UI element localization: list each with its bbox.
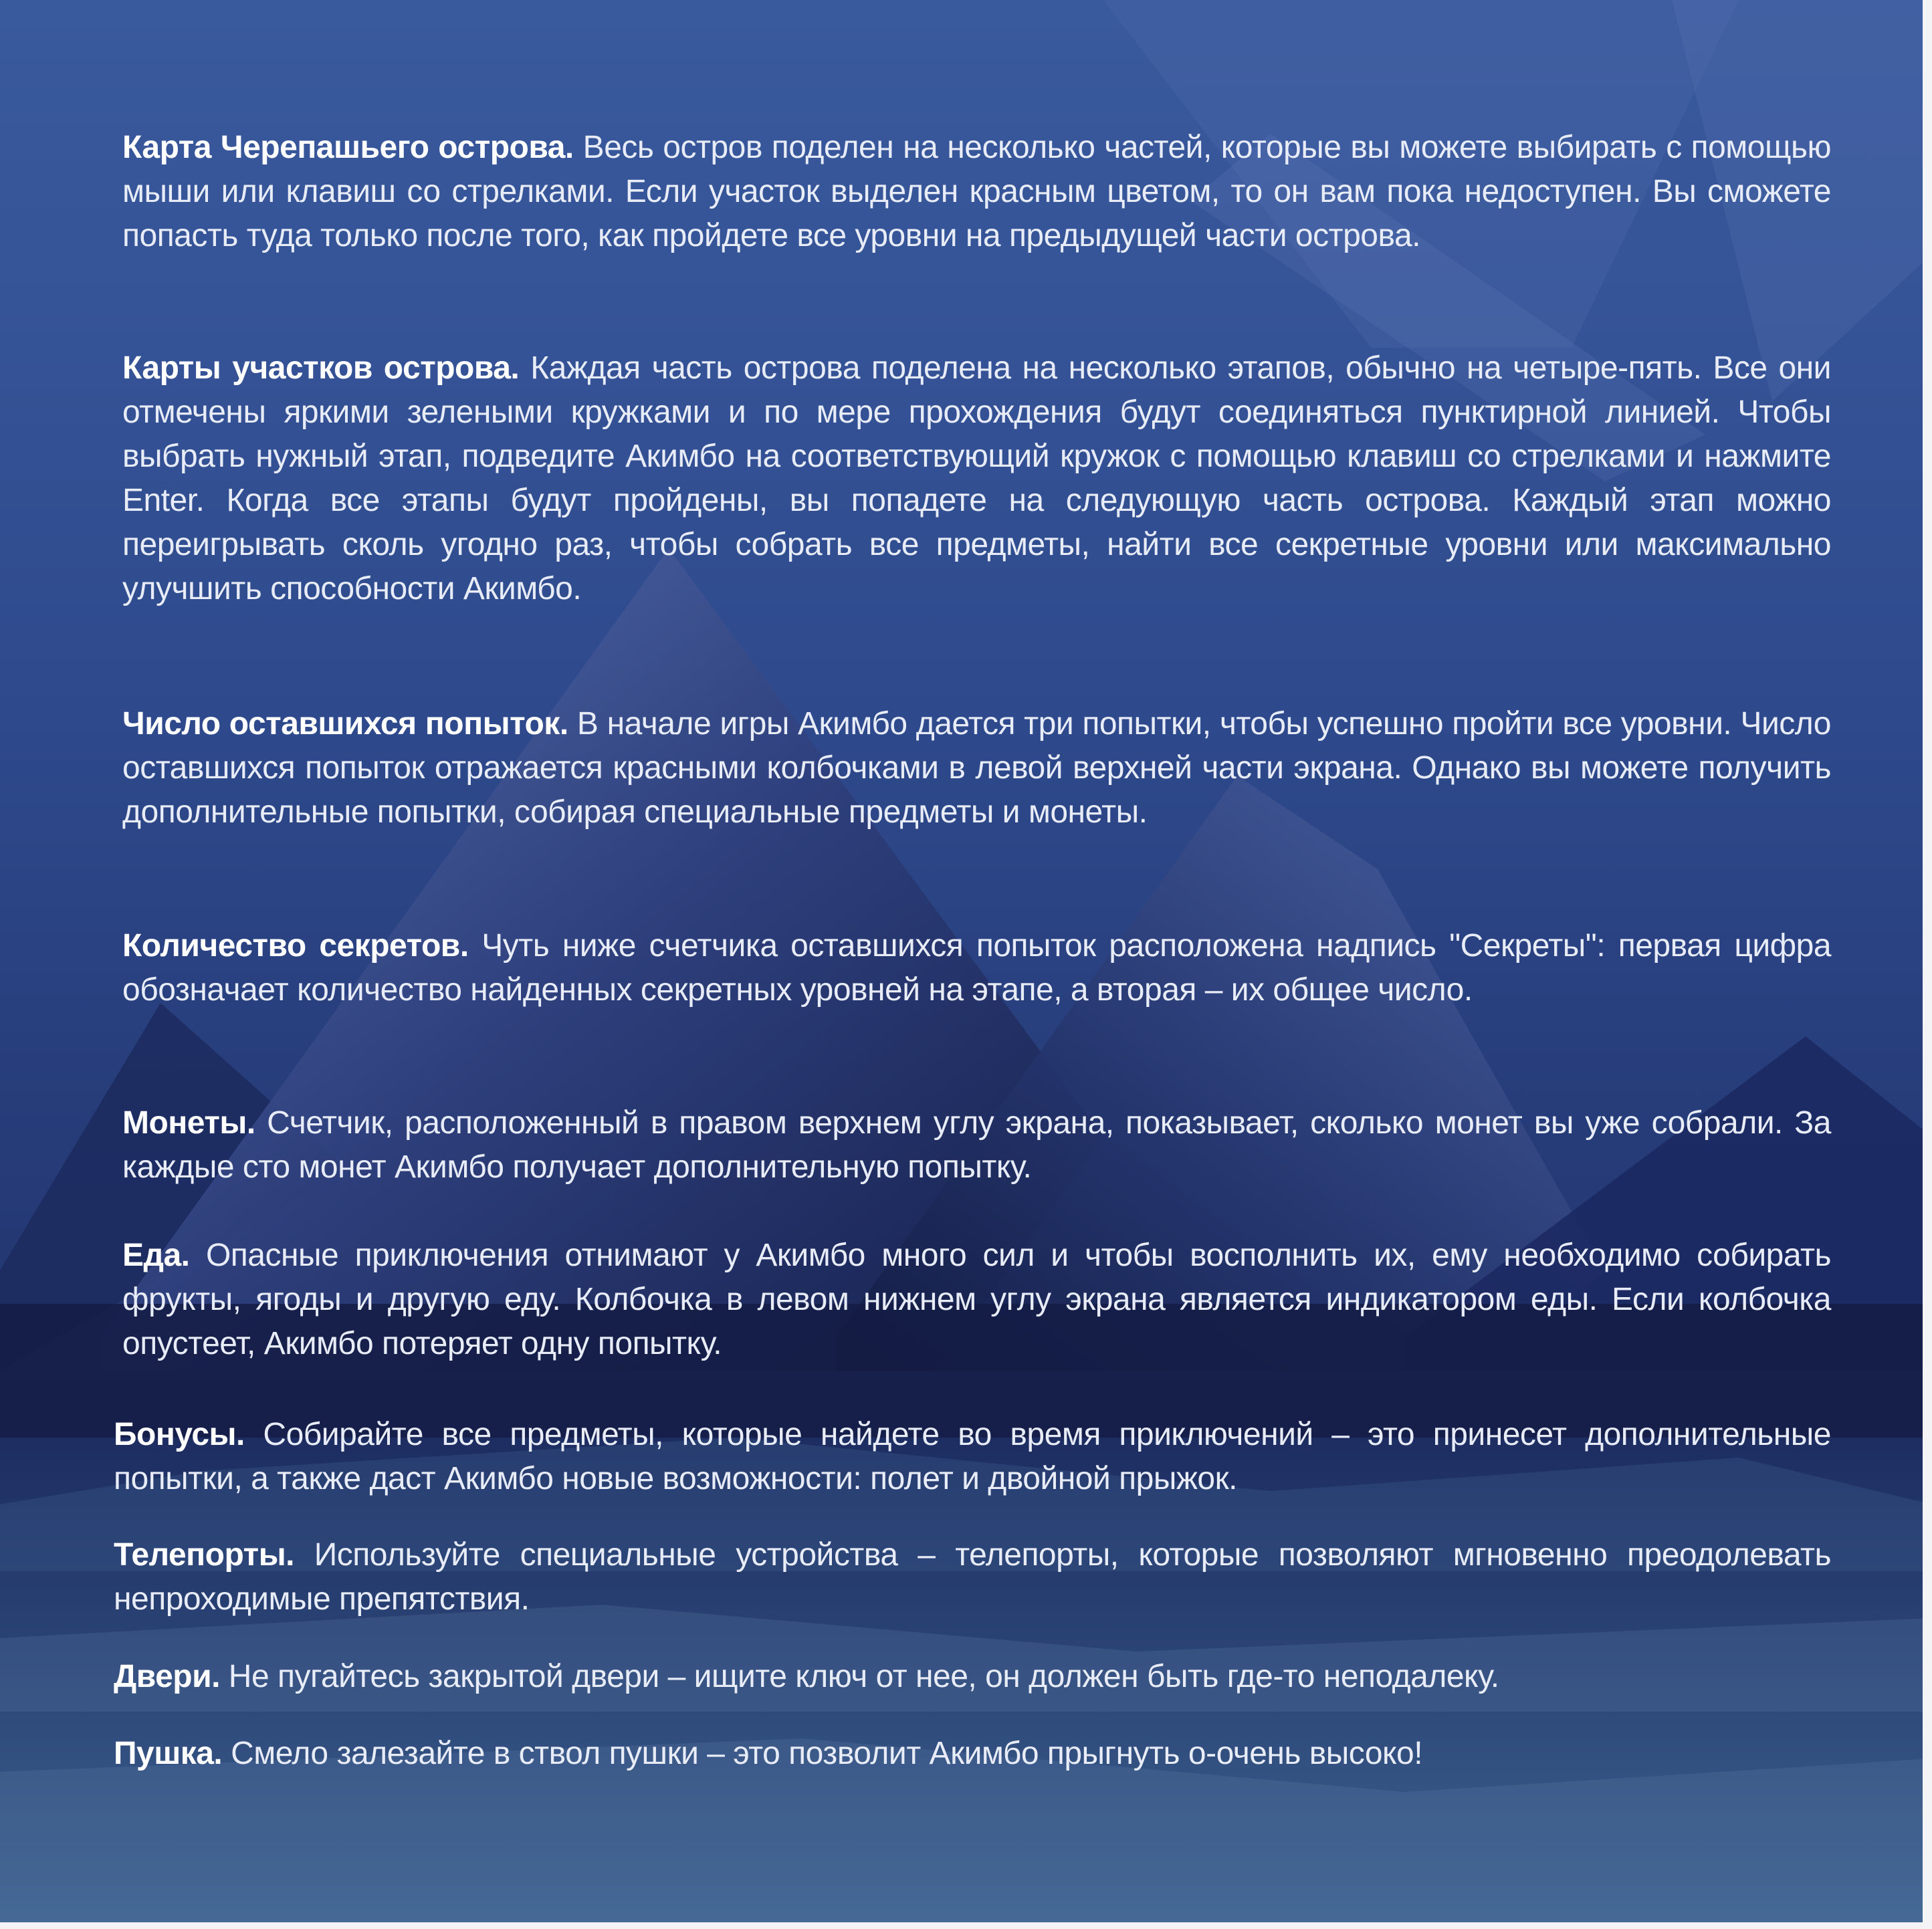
section-heading: Монеты. [122,1105,255,1141]
section-food [122,1234,1831,1366]
section-body: Собирайте все предметы, которые найдете во время приключений – это принесет дополнительные попытки, а также даст Акимбо новые возможности: полет и двойной прыжок. [114,1417,1831,1496]
section-body: Смело залезайте в ствол пушки – это позволит Акимбо прыгнуть о-очень высоко! [231,1736,1423,1771]
section-body: Чуть ниже счетчика оставшихся попыток расположена надпись "Секреты": первая цифра обозначает количество найденных секретных уровней на этапе, а вторая – их общее число. [122,928,1832,1008]
section-body: Не пугайтесь закрытой двери – ищите ключ от нее, он должен быть где-то неподалеку. [228,1659,1499,1694]
section-body: Используйте специальные устройства – телепорты, которые позволяют мгновенно преодолевать непроходимые препятствия. [114,1537,1831,1617]
section-teleports [114,1533,1831,1621]
section-body: Опасные приключения отнимают у Акимбо много сил и чтобы восполнить их, ему необходимо собирать фрукты, ягоды и другую еду. Колбочка в левом нижнем углу экрана является индикатором еды. Если колбочка опустеет, Акимбо потеряет одну попытку. [122,1238,1831,1361]
section-secrets-count [122,924,1831,1012]
section-body: Каждая часть острова поделена на несколько этапов, обычно на четыре-пять. Все они отмечены яркими зелеными кружками и по мере прохождения будут соединяться пунктирной линией. Чтобы выбрать нужный этап, подведите Акимбо на соответствующий кружок с помощью клавиш со стрелками и нажмите Enter. Когда все этапы будут пройдены, вы попадете на следующую часть острова. Каждый этап можно переигрывать сколь угодно раз, чтобы собрать все предметы, найти все секретные уровни или максимально улучшить способности Акимбо. [122,350,1831,606]
section-turtle-island-map [122,126,1831,258]
section-heading: Карта Черепашьего острова. [122,130,574,165]
section-heading: Карты участков острова. [122,350,520,386]
section-heading: Число оставшихся попыток. [122,706,568,742]
section-doors [114,1655,1831,1699]
section-heading: Пушка. [114,1736,223,1771]
section-heading: Двери. [114,1659,220,1694]
section-remaining-attempts [122,702,1831,834]
page-right-edge [1923,0,1932,1929]
section-coins [122,1101,1831,1189]
section-heading: Телепорты. [114,1537,295,1573]
section-body: В начале игры Акимбо дается три попытки, чтобы успешно пройти все уровни. Число оставшихся попыток отражается красными колбочками в левой верхней части экрана. Однако вы можете получить дополнительные попытки, собирая специальные предметы и монеты. [122,706,1832,830]
section-bonuses [114,1413,1831,1501]
page-bottom-edge [0,1922,1932,1929]
section-body: Счетчик, расположенный в правом верхнем углу экрана, показывает, сколько монет вы уже собрали. За каждые сто монет Акимбо получает дополнительную попытку. [122,1105,1831,1185]
section-heading: Количество секретов. [122,928,469,963]
section-island-area-maps [122,346,1831,611]
section-cannon [114,1732,1831,1776]
section-heading: Еда. [122,1238,190,1273]
section-body: Весь остров поделен на несколько частей, которые вы можете выбирать с помощью мыши или клавиш со стрелками. Если участок выделен красным цветом, то он вам пока недоступен. Вы сможете попасть туда только после того, как пройдете все уровни на предыдущей части острова. [122,130,1832,253]
section-heading: Бонусы. [114,1417,245,1452]
